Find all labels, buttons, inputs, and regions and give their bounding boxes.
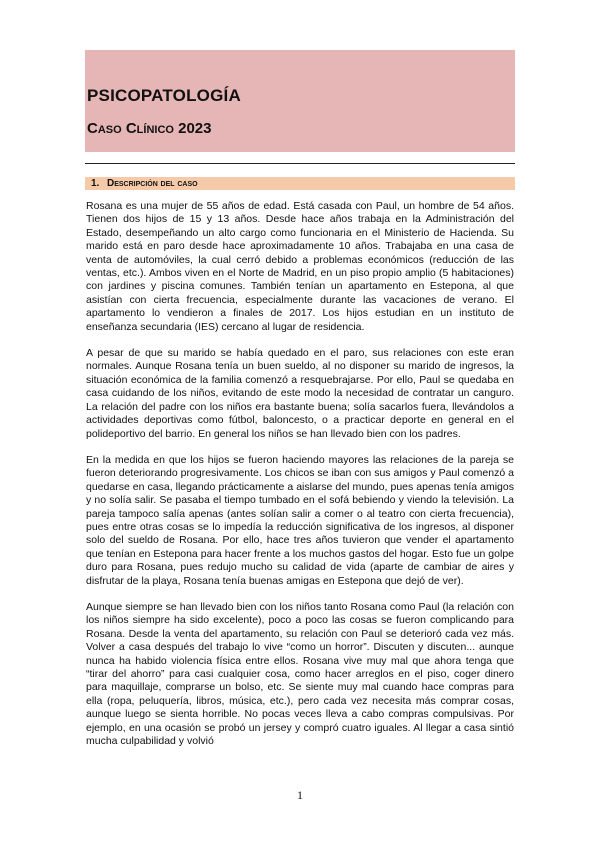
- page-number: 1: [297, 788, 303, 802]
- document-subtitle: Caso Clínico 2023: [87, 120, 212, 137]
- section-title: Descripción del caso: [107, 178, 198, 189]
- horizontal-rule: [85, 163, 515, 164]
- paragraph-1: Rosana es una mujer de 55 años de edad. Está casada con Paul, un hombre de 54 años. Tienen dos hijos de 15 y 13 años. Desde hace años trabaja en la Administración del Estado, desempeñando un alto cargo como funcionaria en el Ministerio de Hacienda. Su marido está en paro desde hace aproximadamente 10 años. Trabajaba en una casa de venta de automóviles, la cual cerró debido a problemas económicos (reducción de las ventas, etc.). Ambos viven en el Norte de Madrid, en un piso propio amplio (5 habitaciones) con jardines y piscina comunes. También tenían un apartamento en Estepona, al que asistían con cierta frecuencia, especialmente durante las vacaciones de verano. El apartamento lo vendieron a finales de 2017. Los hijos estudian en un instituto de enseñanza secundaria (IES) cercano al lugar de residencia.: [86, 200, 514, 333]
- section-number: 1.: [91, 178, 100, 189]
- paragraph-3: En la medida en que los hijos se fueron haciendo mayores las relaciones de la pareja se fueron deteriorando progresivamente. Los chicos se iban con sus amigos y Paul comenzó a quedarse en casa, llegando prácticamente a aislarse del mundo, pues apenas tenía amigos y no solía salir. Se pasaba el tiempo tumbado en el sofá bebiendo y viendo la televisión. La pareja tampoco salía apenas (antes solían salir a comer o al teatro con cierta frecuencia), pues entre otras cosas se lo impedía la reducción significativa de los ingresos, al disponer solo del sueldo de Rosana. Por ello, hace tres años tuvieron que vender el apartamento que tenían en Estepona para hacer frente a los muchos gastos del hogar. Esto fue un golpe duro para Rosana, pues redujo mucho su calidad de vida (aparte de cambiar de aires y disfrutar de la playa, Rosana tenía buenas amigas en Estepona que dejó de ver).: [86, 453, 514, 587]
- paragraph-2: A pesar de que su marido se había quedado en el paro, sus relaciones con este eran normales. Aunque Rosana tenía un buen sueldo, al no disponer su marido de ingresos, la situación económica de la familia comenzó a resquebrajarse. Por ello, Paul se quedaba en casa cuidando de los niños, evitando de este modo la necesidad de contratar un canguro. La relación del padre con los niños era bastante buena; solía sacarlos fuera, llevándolos a actividades deportivas como fútbol, baloncesto, o a practicar deporte en general en el polideportivo del barrio. En general los niños se han llevado bien con los padres.: [86, 347, 514, 440]
- body-text: [86, 200, 514, 761]
- paragraph-4: Aunque siempre se han llevado bien con los niños tanto Rosana como Paul (la relación con los niños siempre ha sido excelente), poco a poco las cosas se fueron complicando para Rosana. Desde la venta del apartamento, su relación con Paul se deterioró cada vez más. Volver a casa después del trabajo lo vive “como un horror”. Discuten y discuten... aunque nunca ha habido violencia física entre ellos. Rosana vive muy mal que ahora tenga que “tirar del ahorro” para casi cualquier cosa, como hacer arreglos en el piso, coger dinero para maquillaje, comprarse un bolso, etc. Se siente muy mal cuando hace compras para ella (ropa, peluquería, libros, música, etc.), pero cada vez necesita más comprar cosas, aunque luego se sienta horrible. No pocas veces lleva a cabo compras compulsivas. Por ejemplo, en una ocasión se probó un jersey y compró cuatro iguales. Al llegar a casa sintió mucha culpabilidad y volvió: [86, 600, 514, 748]
- document-title: PSICOPATOLOGÍA: [87, 86, 241, 105]
